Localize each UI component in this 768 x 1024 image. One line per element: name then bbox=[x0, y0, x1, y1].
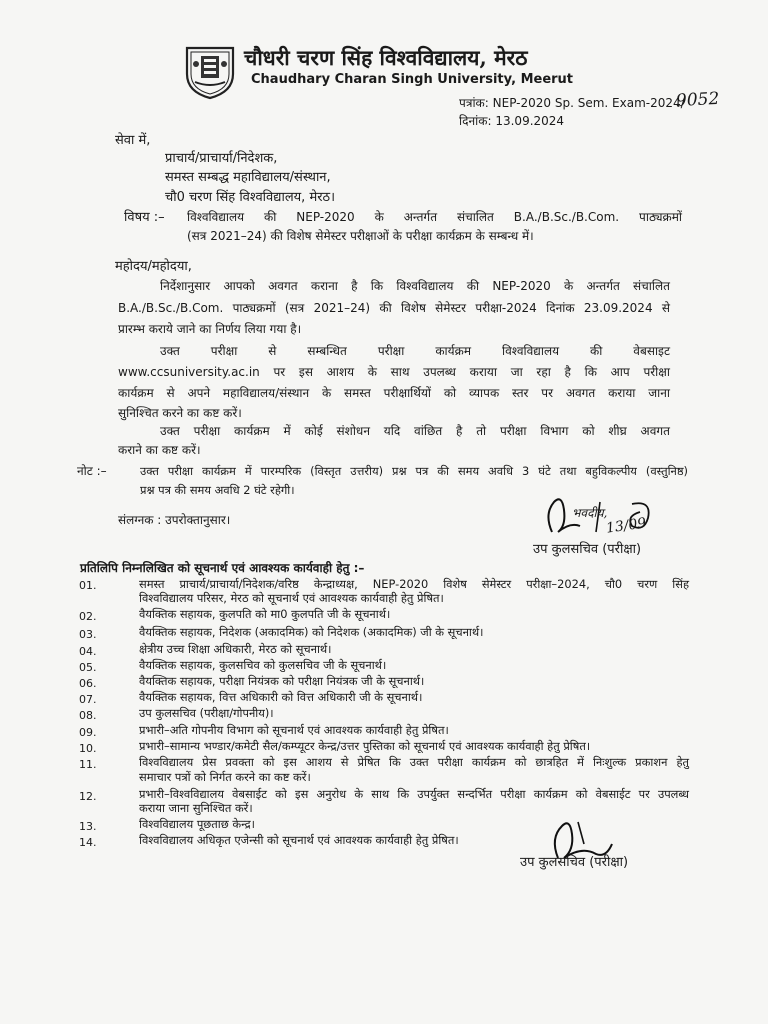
para1-line2: B.A./B.Sc./B.Com. पाठ्यक्रमों (सत्र 2021–24) की विशेष सेमेस्टर परीक्षा-2024 दिनांक 23.09.2024 से bbox=[118, 301, 670, 315]
letter-number-label: पत्रांक: bbox=[459, 96, 489, 110]
para1-line1: निर्देशानुसार आपको अवगत कराना है कि विश्वविद्यालय की NEP-2020 के अन्तर्गत संचालित bbox=[160, 279, 670, 293]
list-item-number: 13. bbox=[79, 820, 97, 833]
list-item-line1: वैयक्तिक सहायक, परीक्षा नियंत्रक को परीक्षा नियंत्रक जी के सूचनार्थ। bbox=[139, 674, 425, 688]
para2-line2: www.ccsuniversity.ac.in पर इस आशय के साथ उपलब्ध कराया जा रहा है कि आप परीक्षा bbox=[118, 365, 670, 379]
list-item-number: 10. bbox=[79, 742, 97, 755]
list-item-line1: वैयक्तिक सहायक, कुलसचिव को कुलसचिव जी के सूचनार्थ। bbox=[139, 658, 387, 672]
letter-date-label: दिनांक: bbox=[459, 114, 492, 128]
list-item-line2: विश्वविद्यालय परिसर, मेरठ को सूचनार्थ एवं आवश्यक कार्यवाही हेतु प्रेषित। bbox=[139, 591, 444, 605]
list-item-number: 01. bbox=[79, 579, 97, 592]
para2-line3: कार्यक्रम से अपने महाविद्यालय/संस्थान के समस्त परीक्षार्थियों को व्यापक स्तर पर अवगत कराया जाना bbox=[118, 386, 670, 400]
list-item-line1: वैयक्तिक सहायक, निदेशक (अकादमिक) को निदेशक (अकादमिक) जी के सूचनार्थ। bbox=[139, 625, 484, 639]
addressee-line2: समस्त सम्बद्ध महाविद्यालय/संस्थान, bbox=[165, 170, 331, 185]
university-name-english: Chaudhary Charan Singh University, Meerut bbox=[251, 72, 574, 87]
subject-label: विषय :– bbox=[124, 210, 165, 225]
subject-line2: (सत्र 2021–24) की विशेष सेमेस्टर परीक्षाओं के परीक्षा कार्यक्रम के सम्बन्ध में। bbox=[187, 229, 534, 243]
list-item-line1: उप कुलसचिव (परीक्षा/गोपनीय)। bbox=[139, 706, 274, 720]
list-item-line2: कराया जाना सुनिश्चित करें। bbox=[139, 801, 253, 815]
enclosure: संलग्नक : उपरोक्तानुसार। bbox=[118, 513, 231, 527]
list-item-number: 04. bbox=[79, 645, 97, 658]
list-item-line1: वैयक्तिक सहायक, कुलपति को मा0 कुलपति जी के सूचनार्थ। bbox=[139, 607, 391, 621]
list-item-line1: विश्वविद्यालय पूछताछ केन्द्र। bbox=[139, 817, 255, 831]
addressee-line3: चौ0 चरण सिंह विश्वविद्यालय, मेरठ। bbox=[165, 190, 336, 205]
list-item-number: 11. bbox=[79, 758, 97, 771]
designation-bottom: उप कुलसचिव (परीक्षा) bbox=[520, 855, 629, 870]
salutation-to: सेवा में, bbox=[115, 133, 151, 148]
signature-bhavadiya: भवदीय, bbox=[572, 506, 608, 520]
list-item-line1: विश्वविद्यालय प्रेस प्रवक्ता को इस आशय से प्रेषित कि उक्त परीक्षा कार्यक्रम को छात्रहित में निःशुल्क प्रकाशन हेतु bbox=[139, 755, 689, 769]
list-item-line1: विश्वविद्यालय अधिकृत एजेन्सी को सूचनार्थ एवं आवश्यक कार्यवाही हेतु प्रेषित। bbox=[139, 833, 459, 847]
list-item-line1: प्रभारी–विश्वविद्यालय वेबसाईट को इस अनुरोध के साथ कि उपर्युक्त सन्दर्भित परीक्षा कार्यक्रम को वेबसाईट पर उपलब्ध bbox=[139, 787, 689, 801]
list-item-line1: क्षेत्रीय उच्च शिक्षा अधिकारी, मेरठ को सूचनार्थ। bbox=[139, 642, 332, 656]
para3-line1: उक्त परीक्षा कार्यक्रम में कोई संशोधन यदि वांछित है तो परीक्षा विभाग को शीघ्र अवगत bbox=[160, 424, 670, 438]
copy-to-heading: प्रतिलिपि निम्नलिखित को सूचनार्थ एवं आवश्यक कार्यवाही हेतु :– bbox=[80, 561, 365, 575]
university-emblem-icon bbox=[181, 44, 239, 100]
para1-line3: प्रारम्भ कराये जाने का निर्णय लिया गया है। bbox=[118, 322, 302, 336]
list-item-number: 05. bbox=[79, 661, 97, 674]
list-item-line1: वैयक्तिक सहायक, वित्त अधिकारी को वित्त अधिकारी जी के सूचनार्थ। bbox=[139, 690, 423, 704]
university-name-hindi: चौधरी चरण सिंह विश्वविद्यालय, मेरठ bbox=[244, 45, 528, 70]
subject-line1: विश्वविद्यालय की NEP-2020 के अन्तर्गत संचालित B.A./B.Sc./B.Com. पाठ्यक्रमों bbox=[187, 210, 682, 224]
signature-date: 13/09 bbox=[605, 515, 648, 537]
list-item-line2: समाचार पत्रों को निर्गत करने का कष्ट करें। bbox=[139, 770, 311, 784]
list-item-line1: प्रभारी–अति गोपनीय विभाग को सूचनार्थ एवं आवश्यक कार्यवाही हेतु प्रेषित। bbox=[139, 723, 449, 737]
note-line1: उक्त परीक्षा कार्यक्रम में पारम्परिक (विस्तृत उत्तरीय) प्रश्न पत्र की समय अवधि 3 घंटे तथा बहुविकल्पीय (वस्तुनिष्ठ) bbox=[140, 464, 688, 478]
list-item-number: 03. bbox=[79, 628, 97, 641]
list-item-number: 09. bbox=[79, 726, 97, 739]
list-item-number: 12. bbox=[79, 790, 97, 803]
letter-number bbox=[459, 96, 685, 111]
para2-line4: सुनिश्चित करने का कष्ट करें। bbox=[118, 406, 242, 420]
letter-date bbox=[459, 114, 564, 129]
letter-date-value: 13.09.2024 bbox=[495, 114, 565, 128]
handwritten-dispatch-number: 9052 bbox=[675, 88, 720, 112]
list-item-line1: समस्त प्राचार्य/प्राचार्या/निदेशक/वरिष्ठ केन्द्राध्यक्ष, NEP-2020 विशेष सेमेस्टर परीक्षा–2024, चौ0 चरण सिंह bbox=[139, 577, 689, 591]
addressee-line1: प्राचार्य/प्राचार्या/निदेशक, bbox=[165, 151, 278, 166]
list-item-number: 08. bbox=[79, 709, 97, 722]
list-item-line1: प्रभारी–सामान्य भण्डार/कमेटी सैल/कम्प्यूटर केन्द्र/उत्तर पुस्तिका को सूचनार्थ एवं आवश्यक कार्यवाही हेतु प्रेषित। bbox=[139, 739, 591, 753]
list-item-number: 06. bbox=[79, 677, 97, 690]
para3-line2: कराने का कष्ट करें। bbox=[118, 443, 201, 457]
list-item-number: 14. bbox=[79, 836, 97, 849]
note-label: नोट :– bbox=[77, 464, 107, 478]
para2-line1: उक्त परीक्षा से सम्बन्धित परीक्षा कार्यक्रम विश्वविद्यालय की वेबसाइट bbox=[160, 344, 670, 358]
designation-signatory: उप कुलसचिव (परीक्षा) bbox=[533, 542, 642, 557]
greeting: महोदय/महोदया, bbox=[115, 259, 192, 274]
list-item-number: 02. bbox=[79, 610, 97, 623]
letter-number-value: NEP-2020 Sp. Sem. Exam-2024/ bbox=[492, 96, 685, 110]
note-line2: प्रश्न पत्र की समय अवधि 2 घंटे रहेगी। bbox=[140, 483, 295, 497]
list-item-number: 07. bbox=[79, 693, 97, 706]
